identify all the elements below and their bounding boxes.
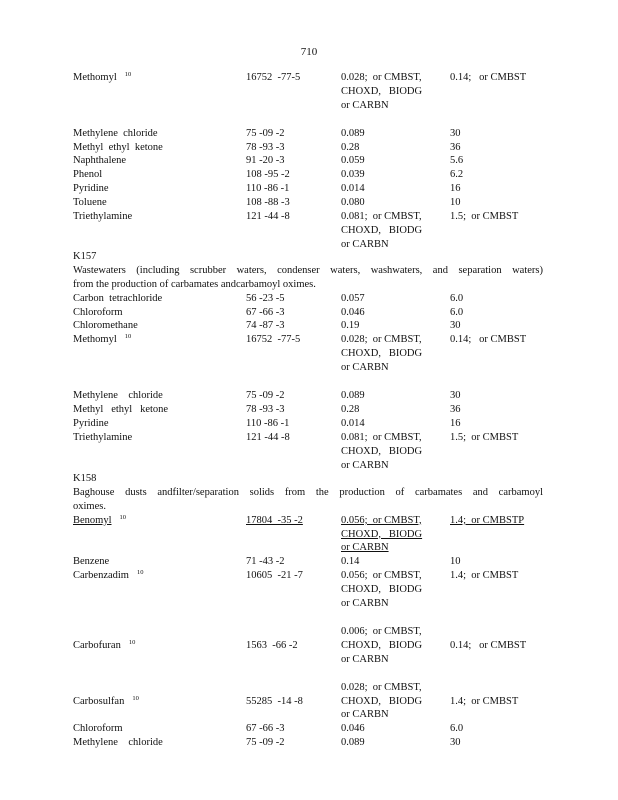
wastewater-standard bbox=[341, 431, 422, 473]
nonwastewater-standard: 36 bbox=[450, 141, 461, 153]
constituent-name-text: Methylene chloride bbox=[73, 737, 163, 749]
table-row bbox=[73, 319, 543, 333]
wastewater-standard-line: 0.014 bbox=[341, 417, 365, 429]
wastewater-standard-line: 0.056; or CMBST, bbox=[341, 570, 422, 582]
constituent-name-text: Carbosulfan bbox=[73, 695, 125, 707]
wastewater-standard-line: or CARBN bbox=[341, 542, 389, 554]
wastewater-standard bbox=[341, 736, 365, 750]
constituent-name-text: Toluene bbox=[73, 197, 107, 209]
nonwastewater-standard: 30 bbox=[450, 127, 461, 139]
table-row bbox=[73, 625, 543, 667]
table-row bbox=[73, 417, 543, 431]
wastewater-standard-line: CHOXD, BIODG bbox=[341, 348, 423, 360]
constituent-name bbox=[73, 168, 102, 182]
constituent-name-text: Pyridine bbox=[73, 417, 109, 429]
wastewater-standard bbox=[341, 514, 422, 556]
footnote-marker: 10 bbox=[119, 513, 126, 521]
constituent-name-text: Methyl ethyl ketone bbox=[73, 141, 163, 153]
cas-number: 75 -09 -2 bbox=[246, 127, 285, 139]
table-row bbox=[73, 431, 543, 473]
footnote-marker: 10 bbox=[132, 694, 139, 702]
table-row bbox=[73, 154, 543, 168]
constituent-name-text: Carbon tetrachloride bbox=[73, 292, 163, 304]
cas-number: 16752 -77-5 bbox=[246, 334, 301, 346]
wastewater-standard-line: CHOXD, BIODG bbox=[341, 528, 423, 540]
wastewater-standard bbox=[341, 292, 365, 306]
table-row bbox=[73, 722, 543, 736]
wastewater-standard-line: CHOXD, BIODG bbox=[341, 639, 423, 651]
wastewater-standard-line: 0.28 bbox=[341, 141, 360, 153]
constituent-name-text: Benzene bbox=[73, 556, 110, 568]
wastewater-standard bbox=[341, 127, 365, 141]
nonwastewater-standard: 0.14; or CMBST bbox=[450, 72, 527, 83]
constituent-name bbox=[73, 182, 109, 196]
constituent-name-text: Methomyl bbox=[73, 72, 117, 83]
constituent-name bbox=[73, 417, 109, 431]
wastewater-standard bbox=[341, 722, 365, 736]
table-row bbox=[73, 681, 543, 723]
cas-number: 108 -95 -2 bbox=[246, 169, 290, 181]
table-row bbox=[73, 71, 543, 113]
constituent-name-text: Pyridine bbox=[73, 183, 109, 195]
nonwastewater-standard: 5.6 bbox=[450, 155, 464, 167]
wastewater-standard bbox=[341, 625, 422, 667]
wastewater-standard-line: 0.028; or CMBST, bbox=[341, 334, 422, 346]
constituent-name bbox=[73, 569, 143, 584]
cas-number: 121 -44 -8 bbox=[246, 211, 290, 223]
constituent-name bbox=[73, 319, 138, 333]
constituent-name bbox=[73, 306, 123, 320]
constituent-name bbox=[73, 333, 131, 348]
cas-number: 16752 -77-5 bbox=[246, 72, 301, 83]
constituent-name-text: Triethylamine bbox=[73, 211, 133, 223]
nonwastewater-standard: 6.0 bbox=[450, 723, 464, 735]
wastewater-standard bbox=[341, 333, 422, 375]
nonwastewater-standard: 0.14; or CMBST bbox=[450, 639, 527, 651]
nonwastewater-standard: 30 bbox=[450, 320, 461, 332]
table-row bbox=[73, 127, 543, 141]
footnote-marker: 10 bbox=[128, 638, 136, 646]
wastewater-standard-line: CHOXD, BIODG bbox=[341, 445, 423, 457]
nonwastewater-standard: 1.4; or CMBSTP bbox=[450, 514, 525, 526]
nonwastewater-standard: 30 bbox=[450, 737, 461, 749]
cas-number: 110 -86 -1 bbox=[246, 417, 290, 429]
table-row bbox=[73, 196, 543, 210]
wastewater-standard bbox=[341, 154, 365, 168]
cas-number: 121 -44 -8 bbox=[246, 431, 290, 443]
cas-number: 56 -23 -5 bbox=[246, 292, 285, 304]
wastewater-standard-line: 0.089 bbox=[341, 390, 365, 402]
table-row bbox=[73, 569, 543, 611]
wastewater-standard-line: 0.059 bbox=[341, 155, 365, 167]
table-row bbox=[73, 333, 543, 375]
table-row bbox=[73, 514, 543, 556]
wastewater-standard-line: or CARBN bbox=[341, 99, 389, 111]
constituent-name-text: Carbofuran bbox=[73, 639, 121, 651]
wastewater-standard bbox=[341, 168, 365, 182]
constituent-name bbox=[73, 736, 163, 750]
constituent-name-text: Phenol bbox=[73, 169, 103, 181]
table-row bbox=[73, 555, 543, 569]
nonwastewater-standard: 16 bbox=[450, 417, 461, 429]
table-row bbox=[73, 292, 543, 306]
wastewater-standard-line: or CARBN bbox=[341, 459, 389, 471]
cas-number: 108 -88 -3 bbox=[246, 197, 290, 209]
wastewater-standard-line: 0.046 bbox=[341, 723, 365, 735]
nonwastewater-standard: 36 bbox=[450, 403, 461, 415]
wastewater-standard-line: 0.089 bbox=[341, 127, 365, 139]
constituent-name-text: Methylene chloride bbox=[73, 127, 158, 139]
cas-number: 67 -66 -3 bbox=[246, 306, 285, 318]
wastewater-standard-line: CHOXD, BIODG bbox=[341, 584, 423, 596]
constituent-name bbox=[73, 639, 135, 654]
page-number: 710 bbox=[300, 46, 318, 58]
nonwastewater-standard: 6.0 bbox=[450, 292, 464, 304]
wastewater-standard-line: 0.028; or CMBST, bbox=[341, 72, 422, 83]
wastewater-standard-line: 0.014 bbox=[341, 183, 365, 195]
wastewater-standard-line: 0.089 bbox=[341, 737, 365, 749]
cas-number: 67 -66 -3 bbox=[246, 723, 285, 735]
nonwastewater-standard: 6.0 bbox=[450, 306, 464, 318]
waste-code: K157 bbox=[73, 251, 97, 262]
wastewater-standard-line: 0.057 bbox=[341, 292, 365, 304]
wastewater-standard-line: 0.081; or CMBST, bbox=[341, 211, 422, 223]
cas-number: 78 -93 -3 bbox=[246, 403, 285, 415]
wastewater-standard-line: or CARBN bbox=[341, 238, 389, 250]
waste-description-line: from the production of carbamates andcarbamoyl oximes. bbox=[73, 278, 316, 290]
waste-description-line: Baghouse dusts andfilter/separation solids from the production of carbamates and carbamoyl bbox=[73, 486, 543, 498]
cas-number: 78 -93 -3 bbox=[246, 141, 285, 153]
cas-number: 55285 -14 -8 bbox=[246, 695, 303, 707]
constituent-name bbox=[73, 403, 168, 417]
wastewater-standard bbox=[341, 417, 365, 431]
constituent-name-text: Methomyl bbox=[73, 334, 117, 346]
table-row bbox=[73, 210, 543, 252]
waste-description-line: oximes. bbox=[73, 500, 106, 512]
constituent-name bbox=[73, 71, 131, 86]
table-row bbox=[73, 168, 543, 182]
wastewater-standard bbox=[341, 681, 422, 723]
row-spacer bbox=[73, 611, 543, 625]
wastewater-standard-line: 0.028; or CMBST, bbox=[341, 681, 422, 693]
row-spacer bbox=[73, 375, 543, 389]
constituent-name-text: Naphthalene bbox=[73, 155, 127, 167]
wastewater-standard-line: CHOXD, BIODG bbox=[341, 695, 423, 707]
table-row bbox=[73, 141, 543, 155]
footnote-marker: 10 bbox=[124, 333, 132, 341]
constituent-name-text: Chloroform bbox=[73, 723, 123, 735]
wastewater-standard bbox=[341, 210, 422, 252]
nonwastewater-standard: 6.2 bbox=[450, 169, 464, 181]
constituent-name-text: Methyl ethyl ketone bbox=[73, 403, 169, 415]
wastewater-standard bbox=[341, 141, 359, 155]
cas-number: 17804 -35 -2 bbox=[246, 514, 303, 526]
nonwastewater-standard: 1.5; or CMBST bbox=[450, 211, 519, 223]
wastewater-standard bbox=[341, 403, 359, 417]
wastewater-standard bbox=[341, 196, 365, 210]
table-section-k158 bbox=[73, 472, 543, 750]
constituent-name-text: Chloroform bbox=[73, 306, 123, 318]
wastewater-standard-line: 0.081; or CMBST, bbox=[341, 431, 422, 443]
table-section-k157 bbox=[73, 250, 543, 472]
nonwastewater-standard: 1.4; or CMBST bbox=[450, 695, 519, 707]
constituent-name-text: Chloromethane bbox=[73, 320, 138, 332]
wastewater-standard-line: CHOXD, BIODG bbox=[341, 85, 423, 97]
nonwastewater-standard: 1.4; or CMBST bbox=[450, 570, 519, 582]
nonwastewater-standard: 0.14; or CMBST bbox=[450, 334, 527, 346]
table-row bbox=[73, 306, 543, 320]
constituent-name-text: Carbenzadim bbox=[73, 570, 129, 582]
table-section-k156-continued bbox=[73, 71, 543, 252]
constituent-name bbox=[73, 196, 107, 210]
constituent-name-text: Methylene chloride bbox=[73, 390, 163, 402]
table-row bbox=[73, 736, 543, 750]
constituent-name bbox=[73, 695, 139, 710]
wastewater-standard-line: 0.006; or CMBST, bbox=[341, 625, 422, 637]
cas-number: 75 -09 -2 bbox=[246, 737, 285, 749]
wastewater-standard-line: or CARBN bbox=[341, 362, 389, 374]
constituent-name bbox=[73, 154, 126, 168]
nonwastewater-standard: 30 bbox=[450, 390, 461, 402]
constituent-name bbox=[73, 127, 158, 141]
constituent-name bbox=[73, 514, 126, 529]
wastewater-standard-line: or CARBN bbox=[341, 653, 389, 665]
nonwastewater-standard: 10 bbox=[450, 197, 461, 209]
table-row bbox=[73, 389, 543, 403]
cas-number: 1563 -66 -2 bbox=[246, 639, 298, 651]
row-spacer bbox=[73, 113, 543, 127]
wastewater-standard-line: 0.039 bbox=[341, 169, 365, 181]
footnote-marker: 10 bbox=[124, 71, 132, 78]
constituent-name-text: Triethylamine bbox=[73, 431, 133, 443]
constituent-name-text: Benomyl bbox=[73, 514, 112, 526]
table-row bbox=[73, 403, 543, 417]
wastewater-standard-line: 0.046 bbox=[341, 306, 365, 318]
wastewater-standard-line: 0.19 bbox=[341, 320, 360, 332]
waste-code: K158 bbox=[73, 473, 97, 484]
wastewater-standard bbox=[341, 306, 365, 320]
wastewater-standard bbox=[341, 555, 359, 569]
constituent-name bbox=[73, 210, 132, 224]
row-spacer bbox=[73, 667, 543, 681]
wastewater-standard-line: or CARBN bbox=[341, 598, 389, 610]
wastewater-standard-line: 0.28 bbox=[341, 403, 360, 415]
waste-description-line: Wastewaters (including scrubber waters, condenser waters, washwaters, and separation waters) bbox=[73, 264, 543, 276]
wastewater-standard-line: or CARBN bbox=[341, 709, 389, 721]
constituent-name bbox=[73, 292, 162, 306]
cas-number: 91 -20 -3 bbox=[246, 155, 285, 167]
wastewater-standard-line: CHOXD, BIODG bbox=[341, 224, 423, 236]
wastewater-standard-line: 0.080 bbox=[341, 197, 365, 209]
wastewater-standard bbox=[341, 71, 422, 113]
constituent-name bbox=[73, 141, 163, 155]
wastewater-standard bbox=[341, 319, 359, 333]
wastewater-standard bbox=[341, 389, 365, 403]
constituent-name bbox=[73, 389, 163, 403]
cas-number: 71 -43 -2 bbox=[246, 556, 285, 568]
wastewater-standard-line: 0.056; or CMBST, bbox=[341, 514, 422, 526]
nonwastewater-standard: 1.5; or CMBST bbox=[450, 431, 519, 443]
cas-number: 10605 -21 -7 bbox=[246, 570, 303, 582]
cas-number: 75 -09 -2 bbox=[246, 390, 285, 402]
footnote-marker: 10 bbox=[136, 569, 144, 577]
wastewater-standard-line: 0.14 bbox=[341, 556, 360, 568]
nonwastewater-standard: 16 bbox=[450, 183, 461, 195]
wastewater-standard bbox=[341, 182, 365, 196]
wastewater-standard bbox=[341, 569, 422, 611]
constituent-name bbox=[73, 722, 123, 736]
nonwastewater-standard: 10 bbox=[450, 556, 461, 568]
cas-number: 74 -87 -3 bbox=[246, 320, 285, 332]
table-row bbox=[73, 182, 543, 196]
constituent-name bbox=[73, 555, 109, 569]
constituent-name bbox=[73, 431, 132, 445]
cas-number: 110 -86 -1 bbox=[246, 183, 290, 195]
